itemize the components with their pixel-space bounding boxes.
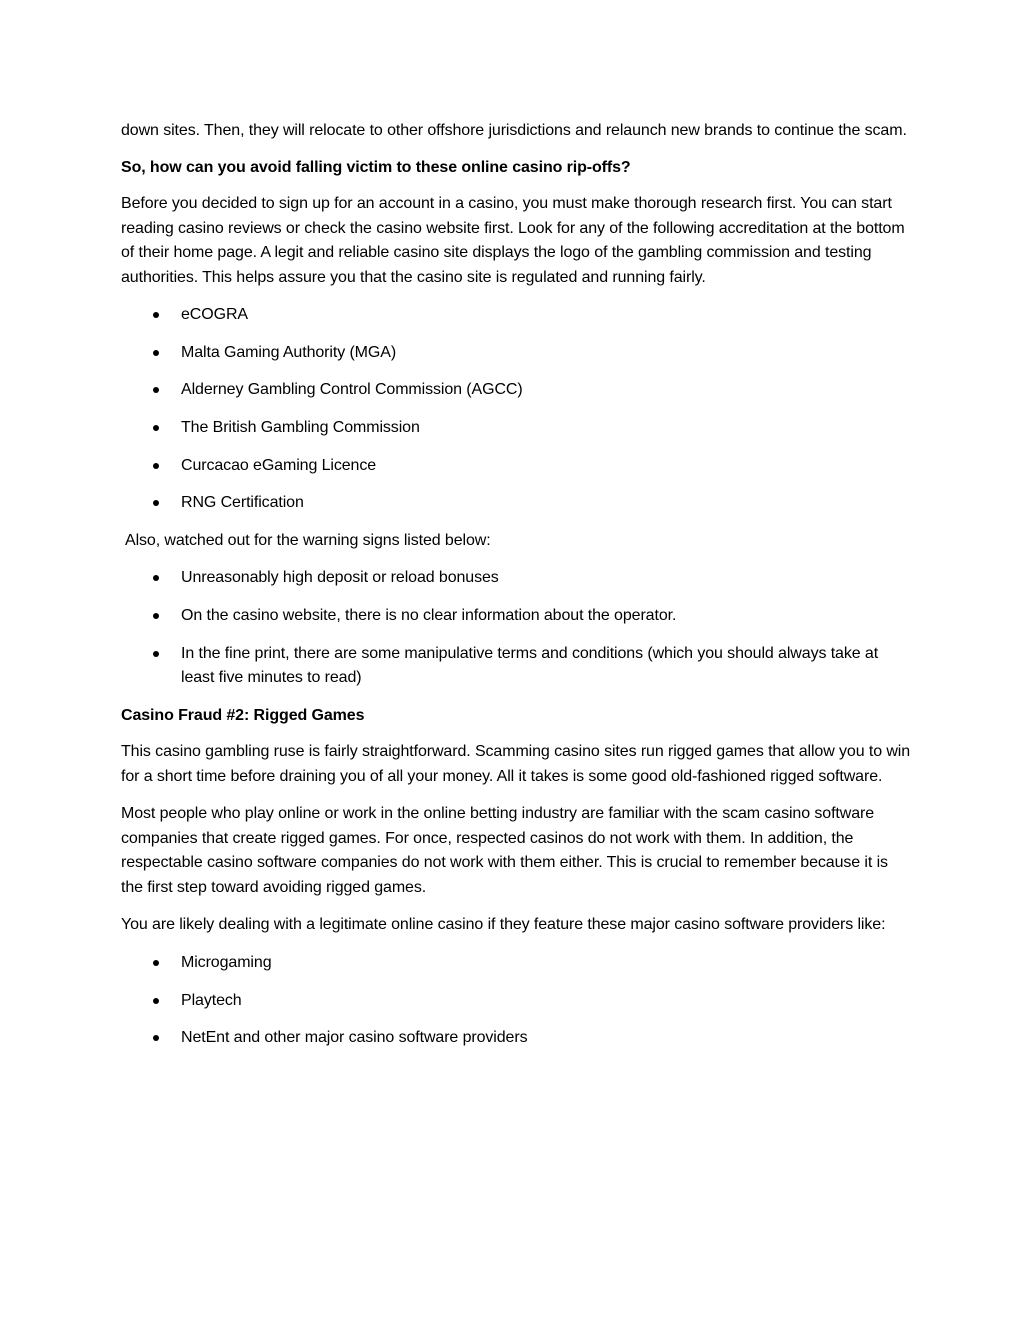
list-item-text: Unreasonably high deposit or reload bonuses — [181, 569, 499, 587]
bullet-icon — [153, 425, 159, 431]
list-item-text: Playtech — [181, 991, 242, 1009]
warning-signs-list — [121, 566, 911, 690]
bullet-icon — [153, 613, 159, 619]
bullet-icon — [153, 463, 159, 469]
bullet-icon — [153, 960, 159, 966]
list-item-text: Malta Gaming Authority (MGA) — [181, 343, 397, 361]
list-item — [121, 604, 911, 629]
heading-rigged-games: Casino Fraud #2: Rigged Games — [121, 706, 365, 724]
paragraph-research: Before you decided to sign up for an account in a casino, you must make thorough research first. You can start reading casino reviews or check the casino website first. Look for any of the following accreditation at the bottom of their home page. A legit and reliable casino site displays the logo of the gambling commission and testing authorities. This helps assure you that the casino site is regulated and running fairly. — [121, 195, 905, 286]
list-item-text: On the casino website, there is no clear information about the operator. — [181, 607, 677, 625]
list-item — [121, 989, 911, 1014]
list-item — [121, 303, 911, 328]
bullet-icon — [153, 500, 159, 506]
bullet-icon — [153, 1035, 159, 1041]
providers-list — [121, 951, 911, 1051]
list-item — [121, 378, 911, 403]
list-item-text: eCOGRA — [181, 306, 248, 323]
list-item-text: The British Gambling Commission — [181, 419, 420, 437]
paragraph-warning-signs: Also, watched out for the warning signs listed below: — [125, 531, 491, 549]
bullet-icon — [153, 350, 159, 356]
bullet-icon — [153, 387, 159, 393]
document-body — [121, 119, 911, 1064]
paragraph-rigged-games-1: This casino gambling ruse is fairly straightforward. Scamming casino sites run rigged games that allow you to win for a short time before draining you of all your money. All it takes is some good old-fashioned rigged software. — [121, 743, 911, 785]
bullet-icon — [153, 651, 159, 657]
list-item — [121, 491, 911, 516]
list-item — [121, 1026, 911, 1051]
paragraph-rigged-games-2: Most people who play online or work in the online betting industry are familiar with the scam casino software companies that create rigged games. For once, respected casinos do not work with them. In addition, the respectable casino software companies do not work with them either. This is crucial to remember because it is the first step toward avoiding rigged games. — [121, 805, 888, 896]
bullet-icon — [153, 312, 159, 318]
list-item — [121, 416, 911, 441]
accreditation-list — [121, 303, 911, 516]
list-item-text: NetEnt and other major casino software providers — [181, 1029, 528, 1047]
list-item — [121, 341, 911, 366]
heading-avoid-rip-offs: So, how can you avoid falling victim to these online casino rip-offs? — [121, 158, 631, 176]
paragraph-software-providers: You are likely dealing with a legitimate online casino if they feature these major casino software providers like: — [121, 916, 886, 934]
list-item — [121, 951, 911, 976]
list-item-text: Microgaming — [181, 953, 272, 971]
bullet-icon — [153, 998, 159, 1004]
list-item — [121, 566, 911, 591]
list-item-text: Curcacao eGaming Licence — [181, 456, 377, 474]
list-item-text: Alderney Gambling Control Commission (AGCC) — [181, 381, 523, 399]
list-item — [121, 642, 911, 691]
list-item — [121, 454, 911, 479]
list-item-text: RNG Certification — [181, 494, 304, 512]
paragraph-continuation: down sites. Then, they will relocate to other offshore jurisdictions and relaunch new brands to continue the scam. — [121, 122, 907, 139]
bullet-icon — [153, 575, 159, 581]
list-item-text: In the fine print, there are some manipulative terms and conditions (which you should always take at least five minutes to read) — [181, 644, 879, 687]
